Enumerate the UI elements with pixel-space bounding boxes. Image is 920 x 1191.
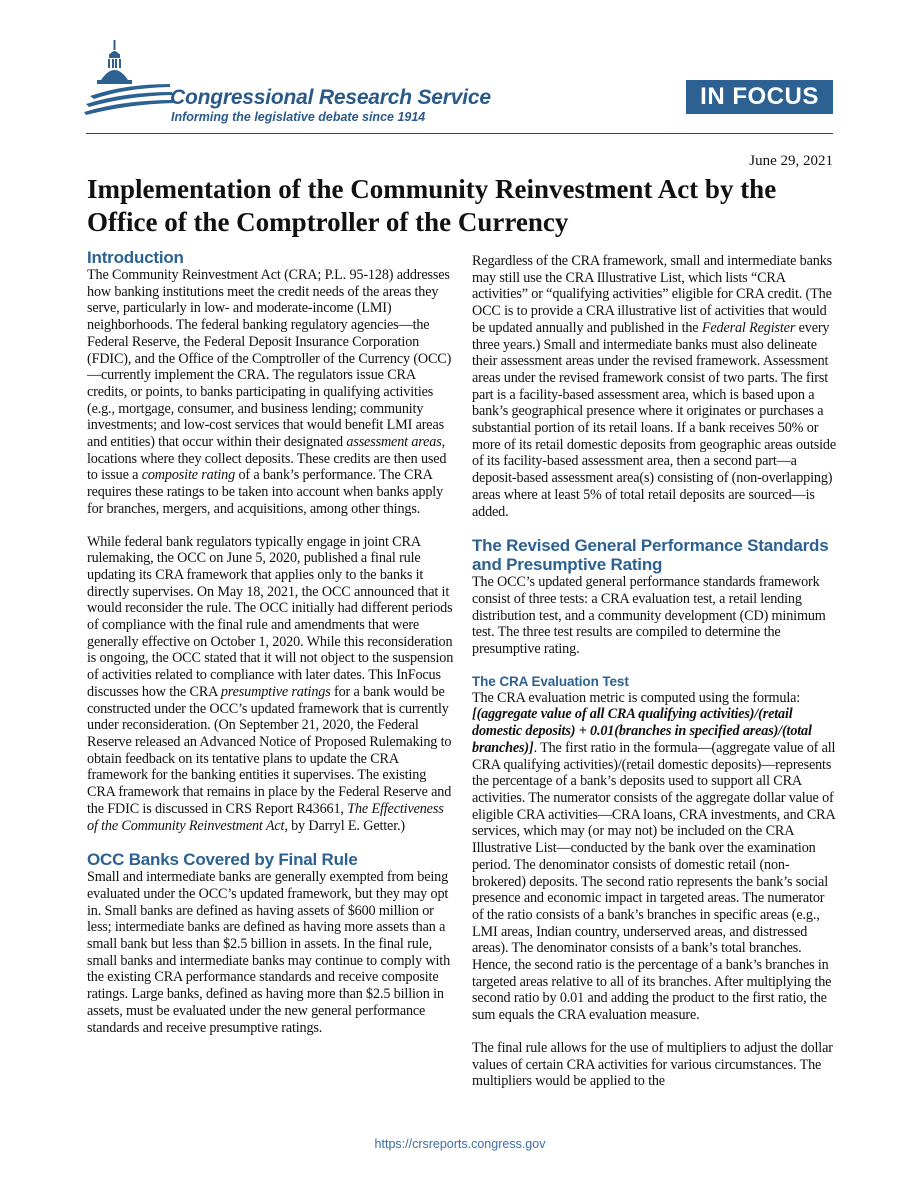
header-rule: [86, 133, 833, 134]
section-heading-introduction: Introduction: [87, 248, 184, 267]
text-run: The Community Reinvestment Act (CRA; P.L. 95-128) addresses how banking institutions meet the credit needs of the areas they serve, particularly in low- and moderate-income (LMI) neighborhoods. The federal banking regulatory agencies—the Federal Reserve, the Federal Deposit Insurance Corporation (FDIC), and the Office of the Comptroller of the Currency (OCC)—currently implement the CRA. The regulators issue CRA credits, or points, to banks participating in qualifying activities (e.g., mortgage, consumer, and business lending; community investments; and low-cost services that would benefit LMI areas and entities) that occur within their designated: [87, 267, 452, 451]
text-run: The CRA evaluation metric is computed using the formula:: [472, 689, 801, 706]
text-run: . The first ratio in the formula—(aggregate value of all CRA qualifying activities)/(retail domestic deposits)—represents the percentage of a bank’s deposits used to support all CRA activities. The numerator consists of the aggregate dollar value of eligible CRA activities—CRA loans, CRA investments, and CRA services, which may (or may not) be included on the CRA Illustrative List—conducted by the bank over the examination period. The denominator consists of domestic retail (non-brokered) deposits. The second ratio represents the bank’s social presence and economic impact in targeted areas. The numerator of the ratio consists of a bank’s branches in specific areas (e.g., LMI areas, Indian country, underserved areas, and distressed areas). The denominator consists of a bank’s total branches. Hence, the second ratio is the percentage of a bank’s branches in targeted areas relative to all of its branches. After multiplying the second ratio by 0.01 and adding the product to the first ratio, the sum equals the CRA evaluation measure.: [472, 739, 836, 1024]
subsection-heading-evaluation-test: The CRA Evaluation Test: [472, 673, 629, 689]
intro-paragraph-2: [87, 534, 455, 835]
footer-url[interactable]: [0, 1137, 920, 1151]
assessment-paragraph: [472, 253, 836, 520]
page-title: Implementation of the Community Reinvestment Act by the Office of the Comptroller of the Currency: [87, 174, 777, 237]
text-run: for a bank would be constructed under the OCC’s updated framework that is currently under reconsideration. (On September 21, 2020, the Federal Reserve released an Advanced Notice of Proposed Rulemaking to obtain feedback on its tentative plans to update the CRA framework for the banking entities it supervises. The existing CRA framework that remains in place by the Federal Reserve and the FDIC is discussed in CRS Report R43661,: [87, 683, 452, 817]
text-run: , by Darryl E. Getter.): [284, 817, 405, 834]
capitol-dome-icon: [84, 40, 174, 116]
evaluation-paragraph-2: The final rule allows for the use of multipliers to adjust the dollar values of certain CRA activities for various circumstances. The multipliers would be applied to the: [472, 1039, 833, 1090]
section-heading-performance-standards: The Revised General Performance Standards and Presumptive Rating: [472, 536, 829, 575]
evaluation-paragraph-1: [472, 690, 836, 1024]
section-heading-covered-banks: OCC Banks Covered by Final Rule: [87, 850, 358, 870]
text-run: While federal bank regulators typically engage in joint CRA rulemaking, the OCC on June 5, 2020, published a final rule updating its CRA framework that applies only to the banks it directly supervises. On May 18, 2021, the OCC announced that it would reconsider the rule. The OCC initially had different periods of compliance with the final rule and amendments that were generally effective on October 1, 2020. While this reconsideration is ongoing, the OCC stated that it will not object to the suspension of activities related to compliance with later dates. This InFocus discusses how the CRA: [87, 533, 454, 700]
footer-link[interactable]: https://crsreports.congress.gov: [374, 1137, 546, 1151]
emphasis: composite rating: [141, 467, 236, 484]
org-name: Congressional Research Service: [170, 86, 491, 109]
standards-paragraph-1: The OCC’s updated general performance standards framework consist of three tests: a CRA evaluation test, a retail lending distribution test, and a community development (CD) minimum test. The three test results are compiled to determine the presumptive rating.: [472, 574, 826, 658]
in-focus-badge: IN FOCUS: [686, 80, 833, 114]
text-run: , locations where they collect deposits. These credits are then used to issue a: [87, 434, 447, 484]
report-title-emphasis: The Effectiveness of the Community Reinvestment Act: [87, 800, 444, 834]
intro-paragraph-1: [87, 267, 455, 518]
text-run: Regardless of the CRA framework, small and intermediate banks may still use the CRA Illustrative List, which lists “CRA activities” or “qualifying activities” eligible for CRA credit. (The OCC is to provide a CRA illustrative list of activities that would be updated annually and published in the: [472, 253, 833, 336]
formula: [(aggregate value of all CRA qualifying activities)/(retail domestic deposits) + 0.01(branches in specified areas)/(total branches)]: [472, 706, 812, 756]
left-column: [87, 248, 455, 1052]
text-run: every three years.) Small and intermediate banks must also delineate their assessment areas under the revised framework. Assessment areas under the revised framework consist of two parts. The first part is a facility-based assessment area, which is based upon a bank’s geographical presence where it originates or purchases a substantial portion of its retail loans. If a bank receives 50% or more of its retail domestic deposits from geographic areas outside of its facility-based assessment area, then a second part—a deposit-based assessment area(s) consisting of (non-overlapping) areas where at least 5% of total retail deposits are sourced—is added.: [472, 319, 836, 520]
emphasis: presumptive ratings: [220, 683, 331, 700]
emphasis: assessment areas: [346, 434, 442, 451]
publication-date: June 29, 2021: [749, 153, 833, 169]
text-run: of a bank’s performance. The CRA requires these ratings to be taken into account when banks apply for branches, mergers, and acquisitions, among other things.: [87, 467, 444, 517]
covered-paragraph-1: Small and intermediate banks are generally exempted from being evaluated under the OCC’s updated framework, but they may opt in. Small banks are defined as having assets of $600 million or less; intermediate banks are defined as having more assets than a small bank but less than $2.5 billion in assets. In the final rule, small banks and intermediate banks may continue to comply with the existing CRA performance standards and receive composite ratings. Large banks, defined as having more than $2.5 billion in assets, must be evaluated under the new general performance standards and receive presumptive ratings.: [87, 869, 451, 1036]
right-column: [472, 253, 836, 1106]
emphasis: Federal Register: [701, 319, 796, 336]
org-tagline: Informing the legislative debate since 1914: [171, 110, 426, 124]
